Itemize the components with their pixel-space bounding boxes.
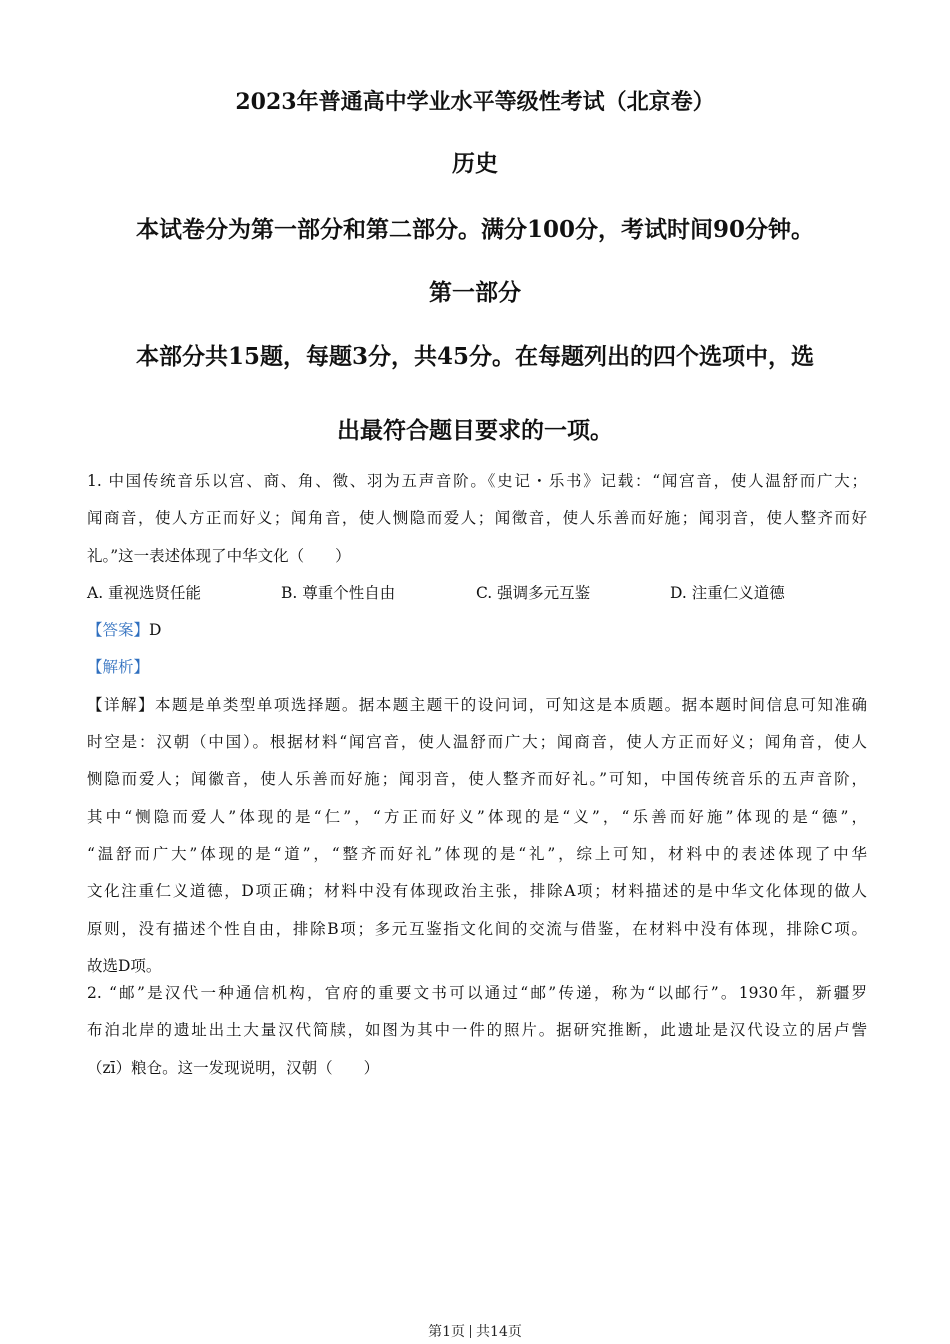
question-2	[87, 975, 867, 1087]
page-total: 共14页	[476, 1324, 522, 1340]
question-2-stem-line: 2. “邮”是汉代一种通信机构，官府的重要文书可以通过“邮”传递，称为“以邮行”。1930年，新疆罗	[87, 984, 867, 1002]
part-description-line-2: 出最符合题目要求的一项。	[337, 417, 613, 444]
question-1	[87, 463, 867, 985]
detail-line: 恻隐而爱人；闻徽音，使人乐善而好施；闻羽音，使人整齐而好礼。”可知，中国传统音乐的五声音阶，	[87, 770, 867, 789]
exam-info: 本试卷分为第一部分和第二部分。满分100分，考试时间90分钟。	[135, 216, 815, 243]
question-2-stem-line: （zī）粮仓。这一发现说明，汉朝（ ）	[87, 1058, 380, 1077]
option-d: D. 注重仁义道德	[670, 583, 785, 602]
option-a: A. 重视选贤任能	[87, 583, 202, 602]
footer-divider	[470, 1325, 471, 1338]
option-c: C. 强调多元互鉴	[476, 583, 591, 602]
page-number: 第1页	[428, 1324, 466, 1340]
part-description-line-1: 本部分共15题，每题3分，共45分。在每题列出的四个选项中，选	[135, 343, 815, 370]
detail-line: “温舒而广大”体现的是“道”，“整齐而好礼”体现的是“礼”，综上可知，材料中的表述体现了中华	[87, 844, 867, 863]
question-2-stem-line: 布泊北岸的遗址出土大量汉代简牍，如图为其中一件的照片。据研究推断，此遗址是汉代设立的居卢訾	[87, 1021, 867, 1040]
answer-tag: 【答案】	[87, 621, 150, 640]
option-b: B. 尊重个性自由	[281, 583, 396, 602]
detail-tag: 【详解】	[87, 695, 155, 714]
analysis-tag: 【解析】	[87, 658, 150, 677]
question-1-options	[87, 575, 867, 612]
exam-title: 2023年普通高中学业水平等级性考试（北京卷）	[235, 89, 715, 115]
detail-line: 其中“恻隐而爱人”体现的是“仁”，“方正而好义”体现的是“义”，“乐善而好施”体现的是“德”，	[87, 807, 867, 826]
detail-line: 时空是：汉朝（中国）。根据材料“闻宫音，使人温舒而广大；闻商音，使人方正而好义；闻角音，使人	[87, 733, 867, 752]
page-footer	[0, 1323, 950, 1341]
detail-line: 故选D项。	[87, 956, 162, 975]
part-title: 第一部分	[429, 279, 521, 306]
detail-line: 文化注重仁义道德，D项正确；材料中没有体现政治主张，排除A项；材料描述的是中华文化体现的做人	[87, 882, 867, 901]
question-1-stem-line: 闻商音，使人方正而好义；闻角音，使人恻隐而爱人；闻徵音，使人乐善而好施；闻羽音，使人整齐而好	[87, 509, 867, 528]
detail-line	[87, 687, 867, 724]
answer-value: D	[149, 621, 162, 640]
analysis-line	[87, 649, 867, 686]
detail-line: 原则，没有描述个性自由，排除B项；多元互鉴指文化间的交流与借鉴，在材料中没有体现，排除C项。	[87, 919, 867, 938]
question-1-stem-line: 1. 中国传统音乐以宫、商、角、徵、羽为五声音阶。《史记・乐书》记载：“闻宫音，使人温舒而广大；	[87, 472, 867, 490]
detail-text: 本题是单类型单项选择题。据本题主题干的设问词，可知这是本质题。据本题时间信息可知准确	[154, 695, 867, 714]
answer-line	[87, 612, 867, 649]
question-1-stem-line: 礼。”这一表述体现了中华文化（ ）	[87, 546, 351, 565]
subject-title: 历史	[452, 150, 498, 177]
